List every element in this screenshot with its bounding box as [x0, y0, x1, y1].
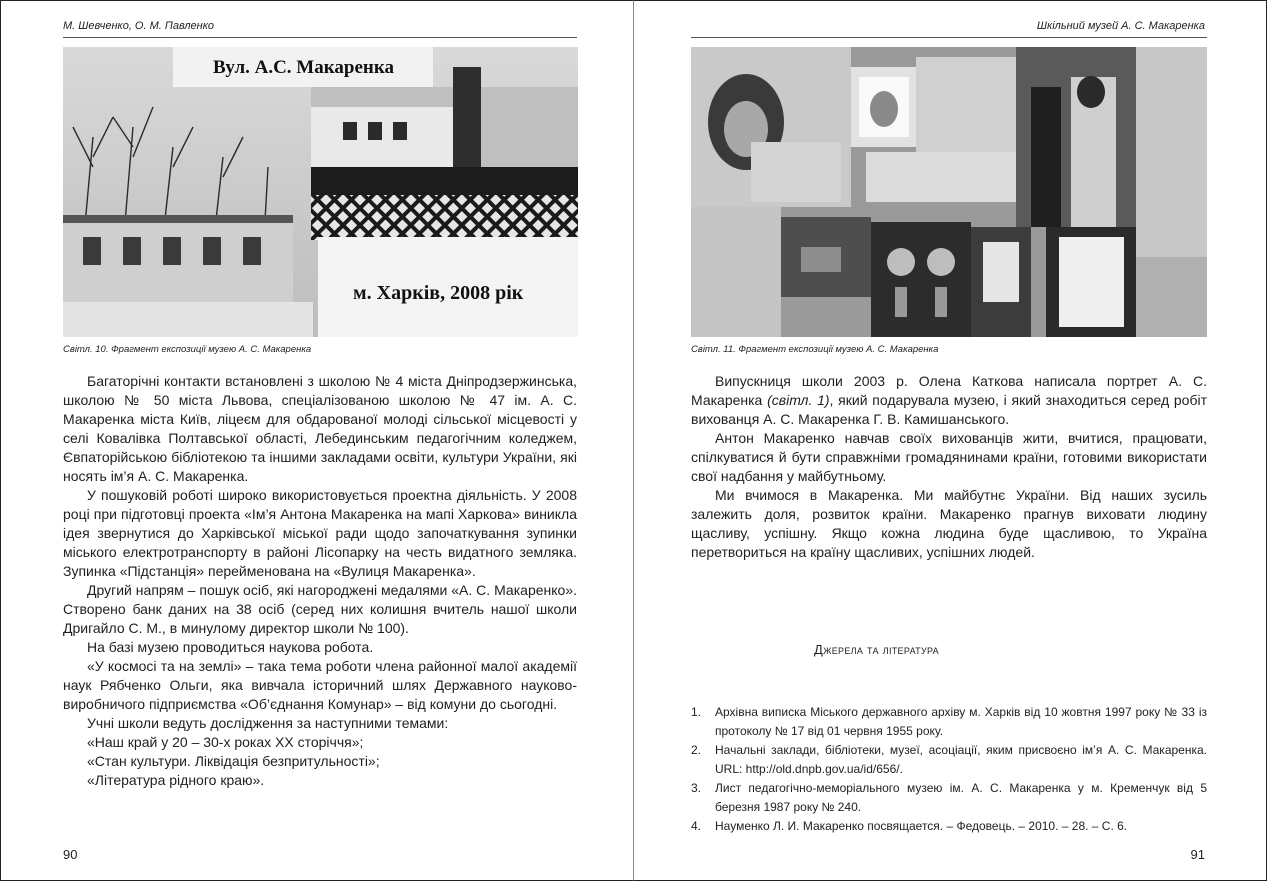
sign-bottom-text: м. Харків, 2008 рік: [353, 282, 524, 304]
left-page: [0, 0, 633, 881]
paragraph: Багаторічні контакти встановлені з школою № 4 міста Дніпродзержинська, школою № 50 міста Львова, спеціалізованою школою № 47 ім. А. С. Макаренка міста Київ, ліцеєм для обдарованої молоді сільської місцевості у селі Ковалівка Полтавської області, Лебединським педагогічним коледжем, Євпаторійською бібліотекою та іншими закладами освіти, культури України, які носять ім’я А. С. Макаренка.: [63, 373, 577, 484]
paragraph: Другий напрям – пошук осіб, які нагороджені медалями «А. С. Макаренко». Створено банк даних на 38 осіб (серед них колишня вчитель нашої школи Дригайло С. М., в минулому директор школи № 100).: [63, 582, 577, 636]
header-rule: [691, 37, 1207, 38]
right-body-text: [691, 372, 1207, 562]
street-sign-photo: [63, 47, 578, 337]
street-sign-photo-image: [63, 47, 578, 337]
page-number-left: 90: [63, 847, 78, 862]
paragraph: Випускниця школи 2003 р. Олена Каткова написала портрет А. С. Макаренка (світл. 1), який подарувала музею, і який знаходиться серед робіт вихованця А. С. Макаренка Г. В. Камишанського.: [691, 373, 1207, 427]
museum-exhibit-photo: [691, 47, 1207, 337]
sign-top-text: Вул. А.С. Макаренка: [213, 57, 395, 78]
paragraph: Ми вчимося в Макаренка. Ми майбутнє України. Від наших зусиль залежить доля, розвиток країни. Макаренко прагнув виховати людину щасливу, успішну. Якщо кожна людина буде щасливою, то Україна перетвориться на країну щасливих, успішних людей.: [691, 487, 1207, 560]
paragraph: «У космосі та на землі» – така тема роботи члена районної малої академії наук Рябченко Ольги, яка вивчала історичний шлях Державного науково-виробничого підприємства «Об’єднання Комунар» – від комуни до сьогодні.: [63, 658, 577, 712]
topic-item: «Стан культури. Ліквідація безпритульності»;: [87, 753, 380, 769]
page-number-right: 91: [1190, 847, 1205, 862]
reference-item: 2. Начальні заклади, бібліотеки, музеї, асоціації, яким присвоєно ім’я А. С. Макаренка. URL: http://old.dnpb.gov.ua/id/656/.: [691, 743, 1207, 776]
paragraph: У пошуковій роботі широко використовується проектна діяльність. У 2008 році при підготовці проекта «Ім’я Антона Макаренка на мапі Харкова» виникла ідея звернутися до Харківської міської ради щодо започаткування зупинки міського електротранспорту в районі Лісопарку на честь видатного земляка. Зупинка «Підстанція» перейменована на «Вулиця Макаренка».: [63, 487, 577, 579]
paragraph: На базі музею проводиться наукова робота.: [87, 639, 374, 655]
right-page: [633, 0, 1267, 881]
references-list: [691, 703, 1207, 836]
reference-item: 4. Науменко Л. И. Макаренко посвящается. – Федовець. – 2010. – 28. – С. 6.: [691, 819, 1128, 833]
reference-item: 3. Лист педагогічно-меморіального музею ім. А. С. Макаренка у м. Кременчук від 5 березня 1987 року № 240.: [691, 781, 1207, 814]
running-head-right: Шкільний музей А. С. Макаренка: [1036, 20, 1205, 32]
running-head-left: М. Шевченко, О. М. Павленко: [63, 20, 215, 32]
figure-caption-right: Світл. 11. Фрагмент експозиції музею А. С. Макаренка: [691, 344, 939, 355]
topic-item: «Література рідного краю».: [87, 772, 265, 788]
section-title: Джерела та література: [814, 642, 939, 657]
left-body-text: [63, 372, 577, 790]
museum-exhibit-photo-image: [691, 47, 1207, 337]
paragraph: Антон Макаренко навчав своїх вихованців жити, вчитися, працювати, спілкуватися й бути справжніми громадянинами країни, готовими використати свої надбання у майбутньому.: [691, 430, 1207, 484]
paragraph: Учні школи ведуть дослідження за наступними темами:: [87, 715, 449, 731]
topic-item: «Наш край у 20 – 30-х роках XX сторіччя»;: [87, 734, 364, 750]
reference-item: 1. Архівна виписка Міського державного архіву м. Харків від 10 жовтня 1997 року № 33 із протоколу № 17 від 01 червня 1955 року.: [691, 705, 1207, 738]
figure-caption-left: Світл. 10. Фрагмент експозиції музею А. С. Макаренка: [63, 344, 312, 355]
header-rule: [63, 37, 577, 38]
